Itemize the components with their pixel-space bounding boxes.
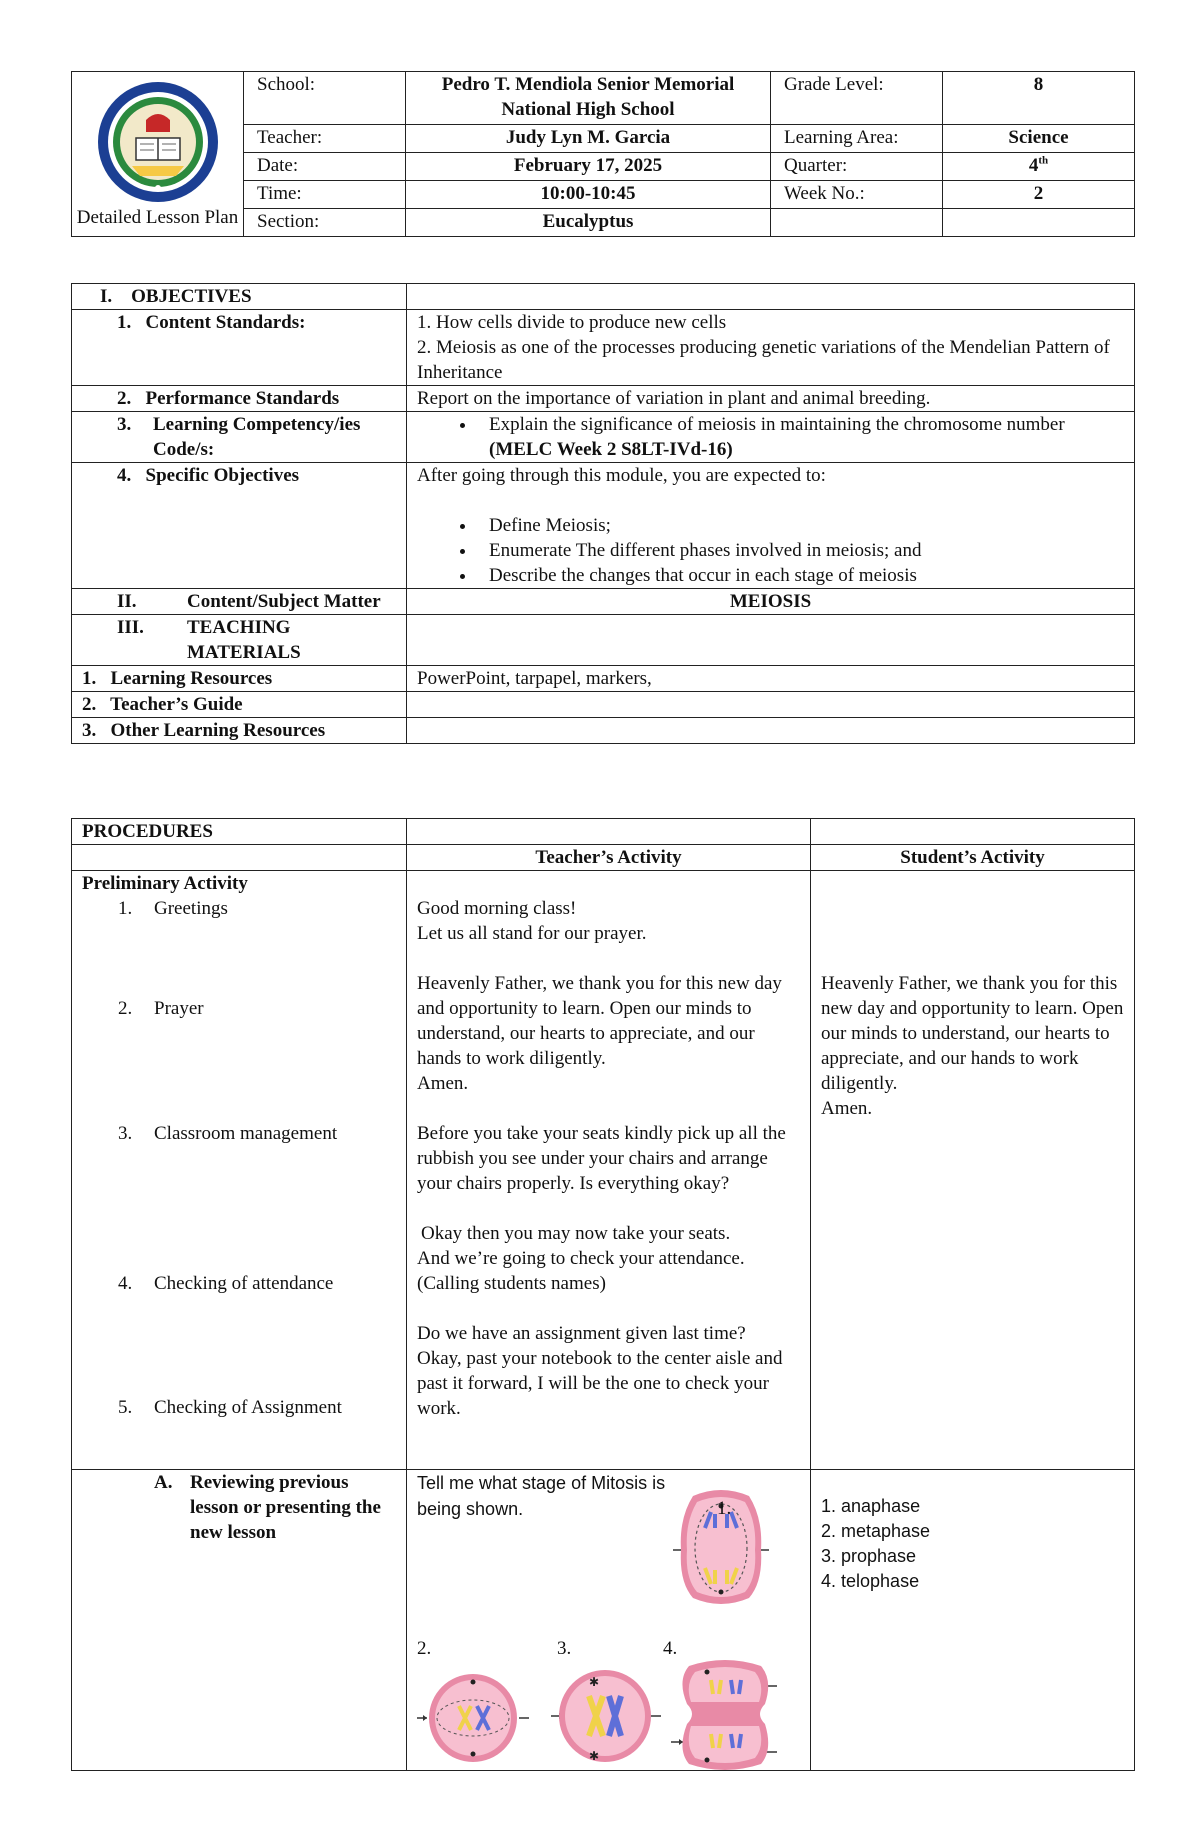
learning-resources-label: 1. Learning Resources <box>72 666 407 692</box>
svg-text:✱: ✱ <box>589 1749 600 1763</box>
teacher-attendance: Okay then you may now take your seats. <box>421 1223 731 1244</box>
review-teacher-cell <box>407 1470 811 1771</box>
week-label: Week No.: <box>771 181 943 209</box>
specific-objectives-value <box>407 463 1135 589</box>
review-student-cell <box>811 1470 1135 1771</box>
learning-resources-value: PowerPoint, tarpapel, markers, <box>407 666 1135 692</box>
step-checking-attendance: Checking of attendance <box>154 1273 334 1294</box>
teacher-greeting: Good morning class! <box>417 898 577 919</box>
content-subject-value: MEIOSIS <box>407 589 1135 615</box>
mitosis-figure-3 <box>549 1666 663 1770</box>
review-label: Reviewing previous lesson or presenting the new lesson <box>190 1472 381 1543</box>
step-checking-assignment: Checking of Assignment <box>154 1397 342 1418</box>
teachers-guide-label: 2. Teacher’s Guide <box>72 692 407 718</box>
teacher-label: Teacher: <box>244 125 406 153</box>
logo-caption: Detailed Lesson Plan <box>76 207 239 228</box>
answer-item: 3. prophase <box>821 1546 917 1566</box>
answer-item: 4. telophase <box>821 1571 920 1591</box>
quarter-value: 4th <box>943 153 1135 181</box>
answers-list <box>821 1494 1124 1594</box>
specific-item: • Enumerate The different phases involved in meiosis; and <box>477 538 1124 563</box>
specific-item: • Define Meiosis; <box>477 513 1124 538</box>
teacher-prayer: Heavenly Father, we thank you for this new day and opportunity to learn. Open our minds to understand, our hearts to appreciate, and our hands to work diligently. <box>417 973 782 1069</box>
section-value: Eucalyptus <box>406 209 771 237</box>
teacher-activity-header: Teacher’s Activity <box>407 845 811 871</box>
specific-item: • Describe the changes that occur in each stage of meiosis <box>477 563 1124 588</box>
content-standards-value <box>407 310 1135 386</box>
empty-cell <box>407 819 811 845</box>
teacher-management: Before you take your seats kindly pick up all the rubbish you see under your chairs and arrange your chairs properly. Is everything okay? <box>417 1123 786 1194</box>
specific-intro: After going through this module, you are expected to: <box>417 465 826 486</box>
time-value: 10:00-10:45 <box>406 181 771 209</box>
student-activity-cell <box>811 871 1135 1470</box>
section-label: Section: <box>244 209 406 237</box>
content-subject-label: II. Content/Subject Matter <box>72 589 407 615</box>
specific-objectives-label: 4. Specific Objectives <box>72 463 407 589</box>
step-classroom-management: Classroom management <box>154 1123 338 1144</box>
empty-cell <box>407 615 1135 666</box>
empty-cell <box>771 209 943 237</box>
date-label: Date: <box>244 153 406 181</box>
preliminary-heading: Preliminary Activity <box>82 873 248 894</box>
review-label-cell: A. Reviewing previous lesson or presenting the new lesson <box>72 1470 407 1771</box>
header-table <box>71 71 1135 237</box>
figure-label-1: 1. <box>717 1498 732 1519</box>
content-standard-1: 1. How cells divide to produce new cells <box>417 312 727 333</box>
answer-item: 1. anaphase <box>821 1496 921 1516</box>
grade-value: 8 <box>943 72 1135 125</box>
teacher-amen: Amen. <box>417 1073 469 1094</box>
competency-item: • Explain the significance of meiosis in maintaining the chromosome number <box>477 412 1124 437</box>
student-activity-header: Student’s Activity <box>811 845 1135 871</box>
content-standards-label: 1. Content Standards: <box>72 310 407 386</box>
preliminary-steps: Preliminary Activity 1. Greetings 2. Prayer 3. Classroom management 4. Checking of attendance 5. Checking of Assignment <box>72 871 407 1470</box>
procedures-table <box>71 818 1135 1771</box>
teacher-assignment-2: Okay, past your notebook to the center aisle and past it forward, I will be the one to check your work. <box>417 1348 783 1419</box>
procedures-heading: PROCEDURES <box>72 819 407 845</box>
competency-code: (MELC Week 2 S8LT-IVd-16) <box>489 439 733 460</box>
competency-label: 3. Learning Competency/ies Code/s: <box>72 412 407 463</box>
teacher-greeting-2: Let us all stand for our prayer. <box>417 923 647 944</box>
teacher-activity-cell <box>407 871 811 1470</box>
step-prayer: Prayer <box>154 998 204 1019</box>
competency-value <box>407 412 1135 463</box>
empty-cell <box>407 718 1135 744</box>
figure-label-3: 3. <box>557 1638 572 1659</box>
area-value: Science <box>943 125 1135 153</box>
teacher-value: Judy Lyn M. Garcia <box>406 125 771 153</box>
teacher-attendance-3: (Calling students names) <box>417 1273 606 1294</box>
school-value: Pedro T. Mendiola Senior Memorial National High School <box>406 72 771 125</box>
mitosis-figure-2 <box>415 1666 533 1766</box>
review-prompt: Tell me what stage of Mitosis is being shown. <box>417 1473 666 1519</box>
time-label: Time: <box>244 181 406 209</box>
other-resources-label: 3. Other Learning Resources <box>72 718 407 744</box>
empty-cell <box>407 692 1135 718</box>
student-amen: Amen. <box>821 1098 873 1119</box>
area-label: Learning Area: <box>771 125 943 153</box>
week-value: 2 <box>943 181 1135 209</box>
figure-label-2: 2. <box>417 1638 432 1659</box>
teacher-assignment: Do we have an assignment given last time? <box>417 1323 746 1344</box>
objectives-heading: I. OBJECTIVES <box>72 284 407 310</box>
answer-item: 2. metaphase <box>821 1521 931 1541</box>
school-label: School: <box>244 72 406 125</box>
quarter-label: Quarter: <box>771 153 943 181</box>
student-prayer: Heavenly Father, we thank you for this new day and opportunity to learn. Open our minds to understand, our hearts to appreciate, and our hands to work diligently. <box>821 973 1124 1094</box>
empty-cell <box>943 209 1135 237</box>
content-standard-2: 2. Meiosis as one of the processes producing genetic variations of the Mendelian Pattern of Inheritance <box>417 337 1110 383</box>
performance-standards-label: 2. Performance Standards <box>72 386 407 412</box>
teaching-materials-label: III. TEACHING MATERIALS <box>72 615 407 666</box>
step-greetings: Greetings <box>154 898 228 919</box>
svg-text:✱: ✱ <box>589 1675 600 1689</box>
grade-label: Grade Level: <box>771 72 943 125</box>
logo-cell <box>72 72 244 237</box>
objectives-table <box>71 283 1135 744</box>
empty-cell <box>811 819 1135 845</box>
teacher-attendance-2: And we’re going to check your attendance. <box>417 1248 745 1269</box>
date-value: February 17, 2025 <box>406 153 771 181</box>
figure-label-4: 4. <box>663 1638 678 1659</box>
mitosis-figure-4 <box>669 1656 785 1774</box>
empty-cell <box>407 284 1135 310</box>
performance-standards-value: Report on the importance of variation in plant and animal breeding. <box>407 386 1135 412</box>
school-seal-logo <box>96 80 220 204</box>
empty-cell <box>72 845 407 871</box>
